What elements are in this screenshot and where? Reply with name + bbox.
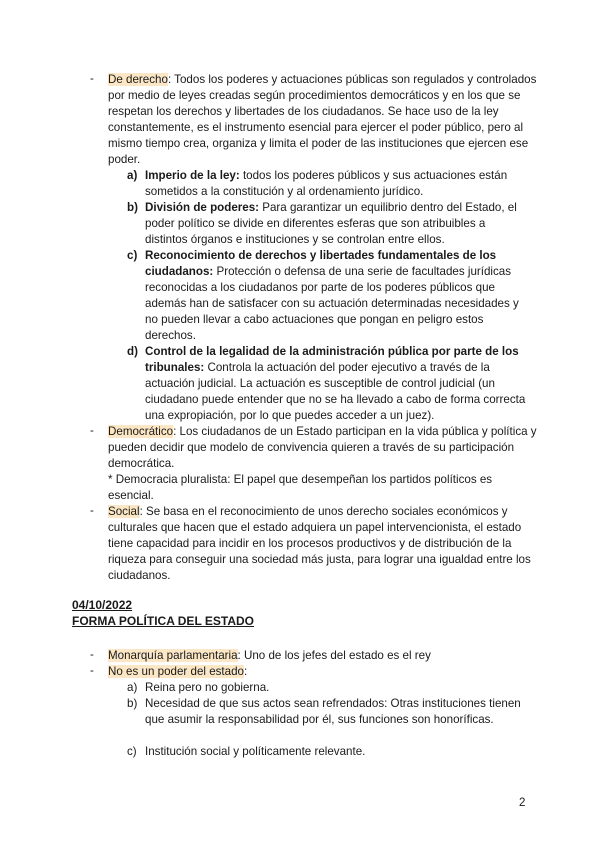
item-label: b) [127,697,138,710]
bullet-marker: - [90,424,94,437]
item-text: Institución social y políticamente relevante. [145,745,366,758]
term-democratico: Democrático [108,425,174,438]
item-text: todos los poderes públicos y sus actuaciones están sometidos a la constitución y al ordenamiento jurídico. [145,169,508,198]
term-social: Social [108,505,140,518]
page-number: 2 [519,797,526,809]
bullet-marker: - [90,72,94,85]
list-item-c [127,248,527,344]
section-item-b [127,696,527,728]
bullet-social [108,504,538,584]
list-item-b [127,200,527,248]
item-text: Necesidad de que sus actos sean refrendados: Otras instituciones tienen que asumir la responsabilidad por él, sus funciones son honoríficas. [145,697,521,726]
bullet-text: : Se basa en el reconocimiento de unos derecho sociales económicos y culturales que hacen que el estado adquiera un papel intervencionista, el estado tiene capacidad para incidir en los procesos productivos y de distribución de la riqueza para conseguir una sociedad más justa, para lograr una igualdad entre los ciudadanos. [108,505,531,582]
item-text: Protección o defensa de una serie de facultades jurídicas reconocidas a los ciudadanos por parte de los poderes públicos que además han de satisfacer con su actuación determinadas necesidades y no pueden llevar a cabo actuaciones que pongan en peligro estos derechos. [145,265,519,342]
item-text: Controla la actuación del poder ejecutivo a través de la actuación judicial. La actuación es susceptible de control judicial (un ciudadano puede entender que no se ha llevado a cabo de forma correcta una expropiación, por lo que puedes acceder a un juez). [145,361,526,422]
section-item-a [127,680,527,696]
section-date: 04/10/2022 [72,598,133,612]
term-no-es-poder: No es un poder del estado [108,665,245,678]
item-title: División de poderes: [145,201,260,214]
item-label: b) [127,201,138,214]
section-item-c [127,744,527,760]
item-text: Para garantizar un equilibrio dentro del Estado, el poder político se divide en diferentes esferas que son atribuibles a distintos órganos e instituciones y se controlan entre ellos. [145,201,517,246]
item-label: c) [127,745,137,758]
bullet-marker: - [90,504,94,517]
bullet-marker: - [90,648,94,661]
term-de-derecho: De derecho [108,73,168,86]
bullet-text: : Los ciudadanos de un Estado participan en la vida pública y política y pueden decidir que modelo de convivencia quieren a través de su participación democrática. [108,425,537,470]
bullet-text: : Uno de los jefes del estado es el rey [237,649,431,662]
item-title: Reconocimiento de derechos y libertades fundamentales de los ciudadanos: [145,249,497,278]
democracia-pluralista-note: * Democracia pluralista: El papel que desempeñan los partidos políticos es esencial. [108,473,493,502]
item-label: d) [127,345,138,358]
bullet-text: : Todos los poderes y actuaciones públicas son regulados y controlados por medio de leyes creadas según procedimientos democráticos y en los que se respetan los derechos y libertades de los ciudadanos. Se hace uso de la ley constantemente, es el instrumento esencial para ejercer el poder público, pero al mismo tiempo crea, organiza y limita el poder de las instituciones que ejercen ese poder. [108,73,537,166]
bullet-text: : [244,665,248,678]
item-label: a) [127,169,138,182]
bullet-de-derecho [108,72,538,168]
list-item-a [127,168,527,200]
item-title: Control de la legalidad de la administración pública por parte de los tribunales: [145,345,519,374]
item-label: c) [127,249,138,262]
bullet-marker: - [90,664,94,677]
term-monarquia: Monarquía parlamentaria [108,649,238,662]
bullet-no-es-poder [108,664,538,680]
section-heading: FORMA POLÍTICA DEL ESTADO [72,614,254,628]
list-item-d [127,344,527,424]
item-title: Imperio de la ley: [145,169,240,182]
item-label: a) [127,681,138,694]
bullet-monarquia [108,648,538,664]
item-text: Reina pero no gobierna. [145,681,270,694]
bullet-democratico [108,424,538,472]
